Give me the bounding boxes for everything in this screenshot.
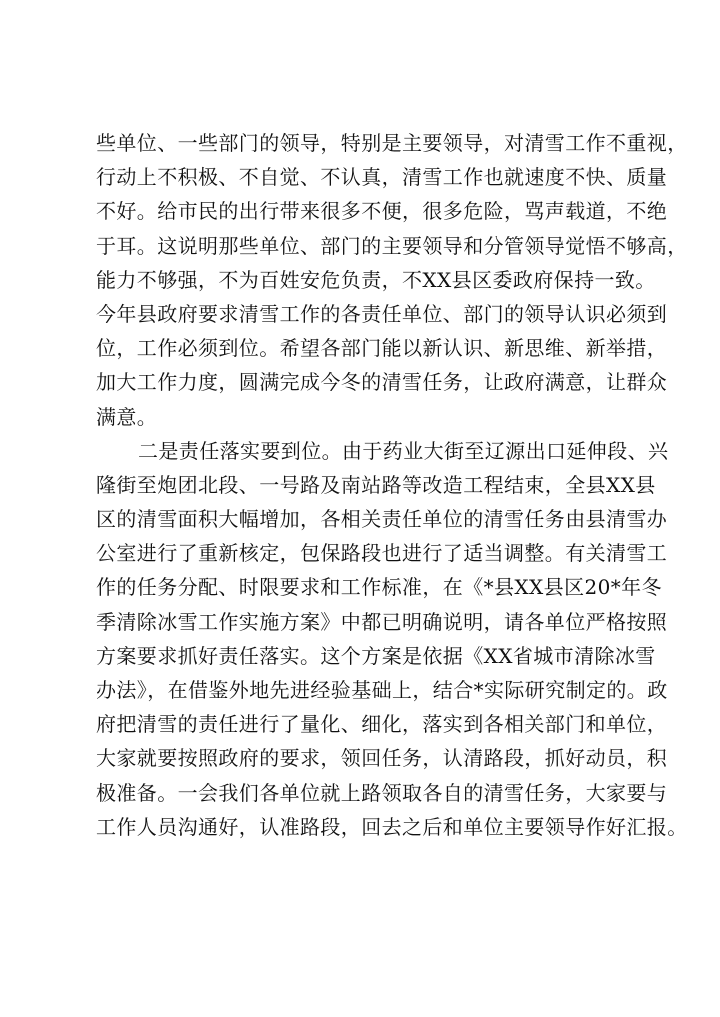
paragraph-line: 今年县政府要求清雪工作的各责任单位、部门的领导认识必须到: [96, 301, 668, 326]
paragraph-line: 满意。: [96, 404, 158, 429]
paragraph-line: 方案要求抓好责任落实。这个方案是依据《XX省城市清除冰雪: [96, 643, 656, 668]
paragraph-2: [96, 434, 688, 844]
paragraph-line: 公室进行了重新核定，包保路段也进行了适当调整。有关清雪工: [96, 541, 668, 566]
paragraph-line: 隆街至炮团北段、一号路及南站路等改造工程结束，全县XX县: [96, 472, 656, 497]
paragraph-line: 季清除冰雪工作实施方案》中都已明确说明，请各单位严格按照: [96, 609, 668, 634]
paragraph-line: 府把清雪的责任进行了量化、细化，落实到各相关部门和单位，: [96, 712, 668, 737]
paragraph-line: 能力不够强，不为百姓安危负责，不XX县区委政府保持一致。: [96, 267, 656, 292]
paragraph-line: 极准备。一会我们各单位就上路领取各自的清雪任务，大家要与: [96, 780, 668, 805]
paragraph-line: 工作人员沟通好，认准路段，回去之后和单位主要领导作好汇报。: [96, 814, 688, 839]
paragraph-line: 二是责任落实要到位。由于药业大街至辽源出口延伸段、兴: [138, 438, 669, 463]
paragraph-line: 作的任务分配、时限要求和工作标准，在《*县XX县区20*年冬: [96, 575, 662, 600]
paragraph-1: [96, 126, 688, 434]
paragraph-line: 区的清雪面积大幅增加，各相关责任单位的清雪任务由县清雪办: [96, 507, 668, 532]
paragraph-line: 不好。给市民的出行带来很多不便，很多危险，骂声载道，不绝: [96, 199, 668, 224]
paragraph-line: 办法》，在借鉴外地先进经验基础上，结合*实际研究制定的。政: [96, 678, 668, 702]
paragraph-line: 大家就要按照政府的要求，领回任务，认清路段，抓好动员，积: [96, 746, 668, 771]
paragraph-line: 行动上不积极、不自觉、不认真，清雪工作也就速度不快、质量: [96, 165, 668, 190]
body-text: [96, 126, 688, 844]
paragraph-line: 加大工作力度，圆满完成今冬的清雪任务，让政府满意，让群众: [96, 370, 668, 395]
paragraph-line: 些单位、一些部门的领导，特别是主要领导，对清雪工作不重视，: [96, 131, 688, 155]
paragraph-line: 位，工作必须到位。希望各部门能以新认识、新思维、新举措，: [96, 336, 668, 361]
paragraph-line: 于耳。这说明那些单位、部门的主要领导和分管领导觉悟不够高，: [96, 233, 688, 258]
